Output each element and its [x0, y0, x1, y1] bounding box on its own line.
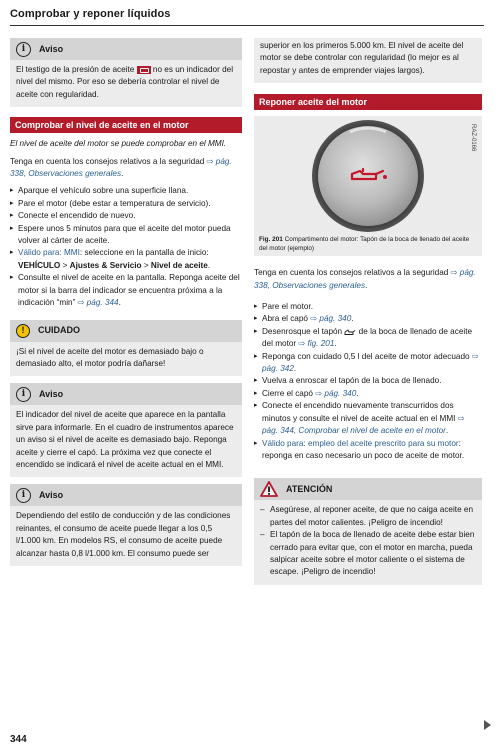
page-link[interactable]: ⇨ pág. 342 [262, 351, 479, 374]
safety-text: Tenga en cuenta los consejos relativos a la seguridad [10, 156, 207, 166]
note-text: El testigo de la presión de aceite [16, 65, 135, 74]
danger-item: – El tapón de la boca de llenado de aceite debe estar bien cerrado para evitar que, con el motor en marcha, pueda salpicar aceite sobre el motor caliente o el sistema de escape. ¡Peligro de incendio! [260, 529, 476, 579]
step-item-mmi [10, 247, 242, 272]
safety-text: Tenga en cuenta los consejos relativos a la seguridad [254, 268, 451, 278]
validity-label: Válido para: empleo del aceite prescrito para su motor [262, 438, 459, 448]
step-item: ▸ Vuelva a enroscar el tapón de la boca de llenado. [254, 375, 482, 387]
info-icon: i [16, 488, 31, 503]
page-link[interactable]: ⇨ pág. 344 [77, 298, 119, 308]
page-link[interactable]: ⇨ pág. 340 [310, 314, 352, 324]
step-text: : reponga en caso necesario un poco de aceite de motor. [262, 438, 465, 460]
step-item [254, 388, 482, 400]
period: . [334, 339, 337, 349]
section-title-refill-oil: Reponer aceite del motor [254, 94, 482, 110]
step-item [254, 351, 482, 376]
period: . [118, 298, 121, 308]
step-item: ▸ Pare el motor (debe estar a temperatura de servicio). [10, 198, 242, 210]
caution-body: ¡Si el nivel de aceite del motor es demasiado bajo o demasiado alto, el motor podría dañarse! [16, 346, 204, 368]
period: . [356, 388, 359, 398]
note-box-oil-pressure [10, 38, 242, 107]
section-title-check-oil: Comprobar el nivel de aceite en el motor [10, 117, 242, 133]
step-text: Cierre el capó [262, 388, 316, 398]
danger-title: ATENCIÓN [286, 484, 333, 495]
figure-oil-cap [254, 116, 482, 233]
safety-page-link[interactable]: ⇨ pág. 338, Observaciones generales [254, 268, 476, 290]
note-box-indicator [10, 383, 242, 477]
note-title: Aviso [39, 389, 64, 400]
menu-vehiculo: VEHÍCULO [18, 260, 61, 270]
left-column [10, 38, 242, 566]
note-body: Dependiendo del estilo de conducción y de las condiciones reinantes, el consumo de aceite puede llegar a los 0,5 l/1.000 km. En modelos RS, el consumo de aceite puede alcanzar hasta 0,8 l/1.000 km. El consumo puede ser [16, 511, 231, 558]
refill-oil-steps [254, 301, 482, 462]
danger-box [254, 478, 482, 584]
menu-ajustes: Ajustes & Servicio [69, 260, 142, 270]
period: . [445, 426, 449, 436]
next-page-arrow-icon [484, 720, 491, 730]
page-link[interactable]: ⇨ pág. 344, Comprobar el nivel de aceite en el motor [262, 413, 465, 436]
safety-reference-text [254, 267, 482, 292]
period: . [365, 280, 368, 290]
period: . [351, 314, 354, 324]
safety-reference-text [10, 156, 242, 181]
step-item: ▸ Conecte el encendido de nuevo. [10, 210, 242, 222]
step-text: : seleccione en la pantalla de inicio: [79, 248, 209, 258]
figure-label: Fig. 201 [259, 236, 283, 244]
oil-can-icon [344, 328, 356, 336]
note-title: Aviso [39, 490, 64, 501]
figure-code: RAZ-0166 [470, 124, 476, 152]
step-item: ▸ Aparque el vehículo sobre una superficie llana. [10, 185, 242, 197]
step-text: Abra el capó [262, 314, 311, 324]
figure-caption [254, 233, 482, 256]
period: . [207, 260, 211, 270]
note-box-consumption [10, 484, 242, 566]
step-text: de la boca de llenado de aceite del motor [262, 326, 473, 349]
warning-triangle-icon [260, 481, 278, 497]
period: . [121, 169, 124, 179]
danger-body [254, 500, 482, 584]
oil-cap-illustration [254, 116, 482, 233]
step-item-valid [254, 438, 482, 463]
note-text-cont: no es un indicador del nivel del mismo. Por eso se debería controlar el nivel de aceite con regularidad. [16, 65, 234, 99]
note-box-consumption-continued: superior en los primeros 5.000 km. El nivel de aceite del motor se debe controlar con regularidad (lo mejor es al repostar y antes de emprender viajes largos). [254, 38, 482, 83]
page-number: 344 [10, 734, 27, 745]
step-text: Consulte el nivel de aceite en la pantalla. Reponga aceite del motor si la barra del indicador se encuentra próxima a la indicación “min” [18, 273, 240, 308]
note-title: Aviso [39, 43, 64, 54]
step-item [254, 313, 482, 325]
step-item: ▸ Espere unos 5 minutos para que el aceite del motor pueda volver al cárter de aceite. [10, 223, 242, 248]
step-text: Reponga con cuidado 0,5 l del aceite de motor adecuado [262, 351, 472, 361]
validity-label: Válido para: MMI [18, 248, 80, 258]
page-link[interactable]: ⇨ pág. 340 [315, 388, 357, 398]
check-oil-steps [10, 185, 242, 309]
info-icon: i [16, 387, 31, 402]
safety-page-link[interactable]: ⇨ pág. 338, Observaciones generales [10, 156, 232, 179]
step-item [254, 326, 482, 351]
step-text: Conecte el encendido nuevamente transcurridos dos minutos y consulte el nivel de aceite actual en el MMI [262, 401, 458, 423]
step-text: Desenrosque el tapón [262, 326, 343, 336]
step-item: ▸ Pare el motor. [254, 301, 482, 313]
step-item-consult [10, 272, 242, 309]
note-body: El indicador del nivel de aceite que aparece en la pantalla sirve para informarle. En el cuadro de instrumentos aparece un aviso si el nivel de aceite es demasiado bajo. Reponga aceite y cierre el capó. La próxima vez que conecte el encendido se indicará el nivel de aceite actual en el MMI. [16, 410, 234, 469]
note-header [10, 38, 242, 60]
intro-text: El nivel de aceite del motor se puede comprobar en el MMI. [10, 139, 227, 149]
figure-caption-text: Compartimento del motor: Tapón de la boca de llenado del aceite del motor (ejemplo) [259, 236, 470, 252]
caution-box [10, 320, 242, 377]
note-header [10, 484, 242, 506]
danger-header [254, 478, 482, 500]
note-body [10, 60, 242, 107]
info-icon: i [16, 42, 31, 57]
note-header [10, 383, 242, 405]
page-header [10, 8, 484, 26]
figure-link[interactable]: ⇨ fig. 201 [298, 339, 335, 349]
right-column [254, 38, 482, 585]
menu-nivel-aceite: Nivel de aceite [150, 260, 208, 270]
menu-separator: > [60, 260, 70, 270]
step-item [254, 400, 482, 437]
caution-title: CUIDADO [38, 325, 80, 336]
oil-pressure-warning-icon [137, 66, 151, 74]
menu-separator: > [141, 260, 151, 270]
period: . [293, 364, 297, 374]
page-title: Comprobar y reponer líquidos [10, 8, 171, 20]
exclamation-icon: ! [16, 324, 30, 338]
caution-header [10, 320, 242, 342]
danger-item: – Asegúrese, al reponer aceite, de que no caiga aceite en partes del motor calientes. ¡Peligro de incendio! [260, 504, 476, 529]
